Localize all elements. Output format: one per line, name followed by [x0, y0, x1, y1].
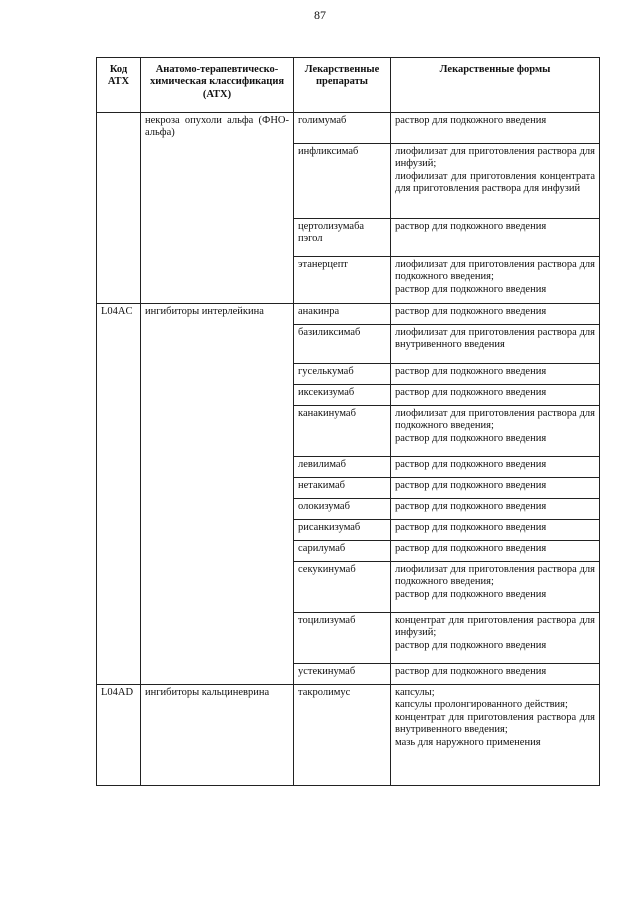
dosage-form: раствор для подкожного введения: [395, 366, 547, 377]
dosage-form: лиофилизат для приготовления раствора для подкожного введения;: [395, 408, 595, 432]
drug-name-cell: нетакимаб: [294, 478, 391, 499]
dosage-forms-cell: [391, 406, 600, 457]
header-classification: Анатомо-терапевтическо-химическая классификация (АТХ): [141, 58, 294, 113]
dosage-form: капсулы пролонгированного действия;: [395, 699, 568, 711]
drug-name-cell: гуселькумаб: [294, 364, 391, 385]
header-forms: Лекарственные формы: [391, 58, 600, 113]
dosage-form: капсулы;: [395, 687, 435, 698]
classification-cell: некроза опухоли альфа (ФНО-альфа): [141, 113, 294, 304]
dosage-form: раствор для подкожного введения: [395, 480, 547, 491]
drug-name-cell: канакинумаб: [294, 406, 391, 457]
page-number: 87: [314, 8, 326, 22]
dosage-forms-cell: [391, 520, 600, 541]
drug-name-cell: рисанкизумаб: [294, 520, 391, 541]
atc-code-cell: L04AC: [97, 304, 141, 685]
drug-name-cell: этанерцепт: [294, 257, 391, 304]
dosage-forms-cell: [391, 499, 600, 520]
dosage-forms-cell: [391, 385, 600, 406]
dosage-form: концентрат для приготовления раствора для внутривенного введения;: [395, 711, 595, 736]
dosage-forms-cell: [391, 219, 600, 257]
dosage-form: раствор для подкожного введения: [395, 387, 547, 398]
drug-name-cell: устекинумаб: [294, 664, 391, 685]
dosage-form: раствор для подкожного введения: [395, 501, 547, 512]
drug-name-cell: олокизумаб: [294, 499, 391, 520]
drug-name-cell: инфликсимаб: [294, 144, 391, 219]
dosage-forms-cell: [391, 457, 600, 478]
dosage-forms-cell: [391, 364, 600, 385]
dosage-form: раствор для подкожного введения: [395, 639, 547, 651]
dosage-form: раствор для подкожного введения: [395, 459, 547, 470]
dosage-forms-cell: [391, 685, 600, 786]
dosage-form: раствор для подкожного введения: [395, 115, 547, 126]
dosage-form: раствор для подкожного введения: [395, 522, 547, 533]
dosage-form: раствор для подкожного введения: [395, 543, 547, 554]
drug-name-cell: сарилумаб: [294, 541, 391, 562]
table-row: [97, 685, 600, 786]
table-row: [97, 304, 600, 325]
drug-name-cell: базиликсимаб: [294, 325, 391, 364]
header-code: Код АТХ: [97, 58, 141, 113]
dosage-forms-cell: [391, 144, 600, 219]
table-row: [97, 113, 600, 144]
dosage-form: раствор для подкожного введения: [395, 283, 547, 295]
drug-name-cell: анакинра: [294, 304, 391, 325]
drug-name-cell: цертолизумаба пэгол: [294, 219, 391, 257]
dosage-form: мазь для наружного применения: [395, 736, 541, 748]
classification-cell: ингибиторы интерлейкина: [141, 304, 294, 685]
classification-cell: ингибиторы кальциневрина: [141, 685, 294, 786]
drug-name-cell: тоцилизумаб: [294, 613, 391, 664]
dosage-form: лиофилизат для приготовления раствора для подкожного введения;: [395, 564, 595, 588]
drug-name-cell: голимумаб: [294, 113, 391, 144]
dosage-form: лиофилизат для приготовления раствора для подкожного введения;: [395, 259, 595, 283]
dosage-form: лиофилизат для приготовления раствора для инфузий;: [395, 146, 595, 170]
dosage-form: концентрат для приготовления раствора для инфузий;: [395, 615, 595, 639]
dosage-forms-cell: [391, 325, 600, 364]
drug-name-cell: иксекизумаб: [294, 385, 391, 406]
drug-name-cell: секукинумаб: [294, 562, 391, 613]
dosage-form: лиофилизат для приготовления концентрата для приготовления раствора для инфузий: [395, 170, 595, 195]
dosage-form: лиофилизат для приготовления раствора для внутривенного введения: [395, 327, 595, 351]
atc-drug-table: [96, 57, 600, 786]
drug-name-cell: такролимус: [294, 685, 391, 786]
atc-code-cell: [97, 113, 141, 304]
dosage-forms-cell: [391, 304, 600, 325]
header-drugs: Лекарственные препараты: [294, 58, 391, 113]
dosage-forms-cell: [391, 541, 600, 562]
dosage-form: раствор для подкожного введения: [395, 306, 547, 317]
table-header-row: [97, 58, 600, 113]
dosage-form: раствор для подкожного введения: [395, 432, 547, 444]
dosage-forms-cell: [391, 562, 600, 613]
dosage-forms-cell: [391, 478, 600, 499]
dosage-forms-cell: [391, 613, 600, 664]
dosage-form: раствор для подкожного введения: [395, 588, 547, 600]
dosage-forms-cell: [391, 113, 600, 144]
dosage-form: раствор для подкожного введения: [395, 221, 547, 232]
dosage-form: раствор для подкожного введения: [395, 666, 547, 677]
drug-name-cell: левилимаб: [294, 457, 391, 478]
dosage-forms-cell: [391, 664, 600, 685]
atc-code-cell: L04AD: [97, 685, 141, 786]
dosage-forms-cell: [391, 257, 600, 304]
